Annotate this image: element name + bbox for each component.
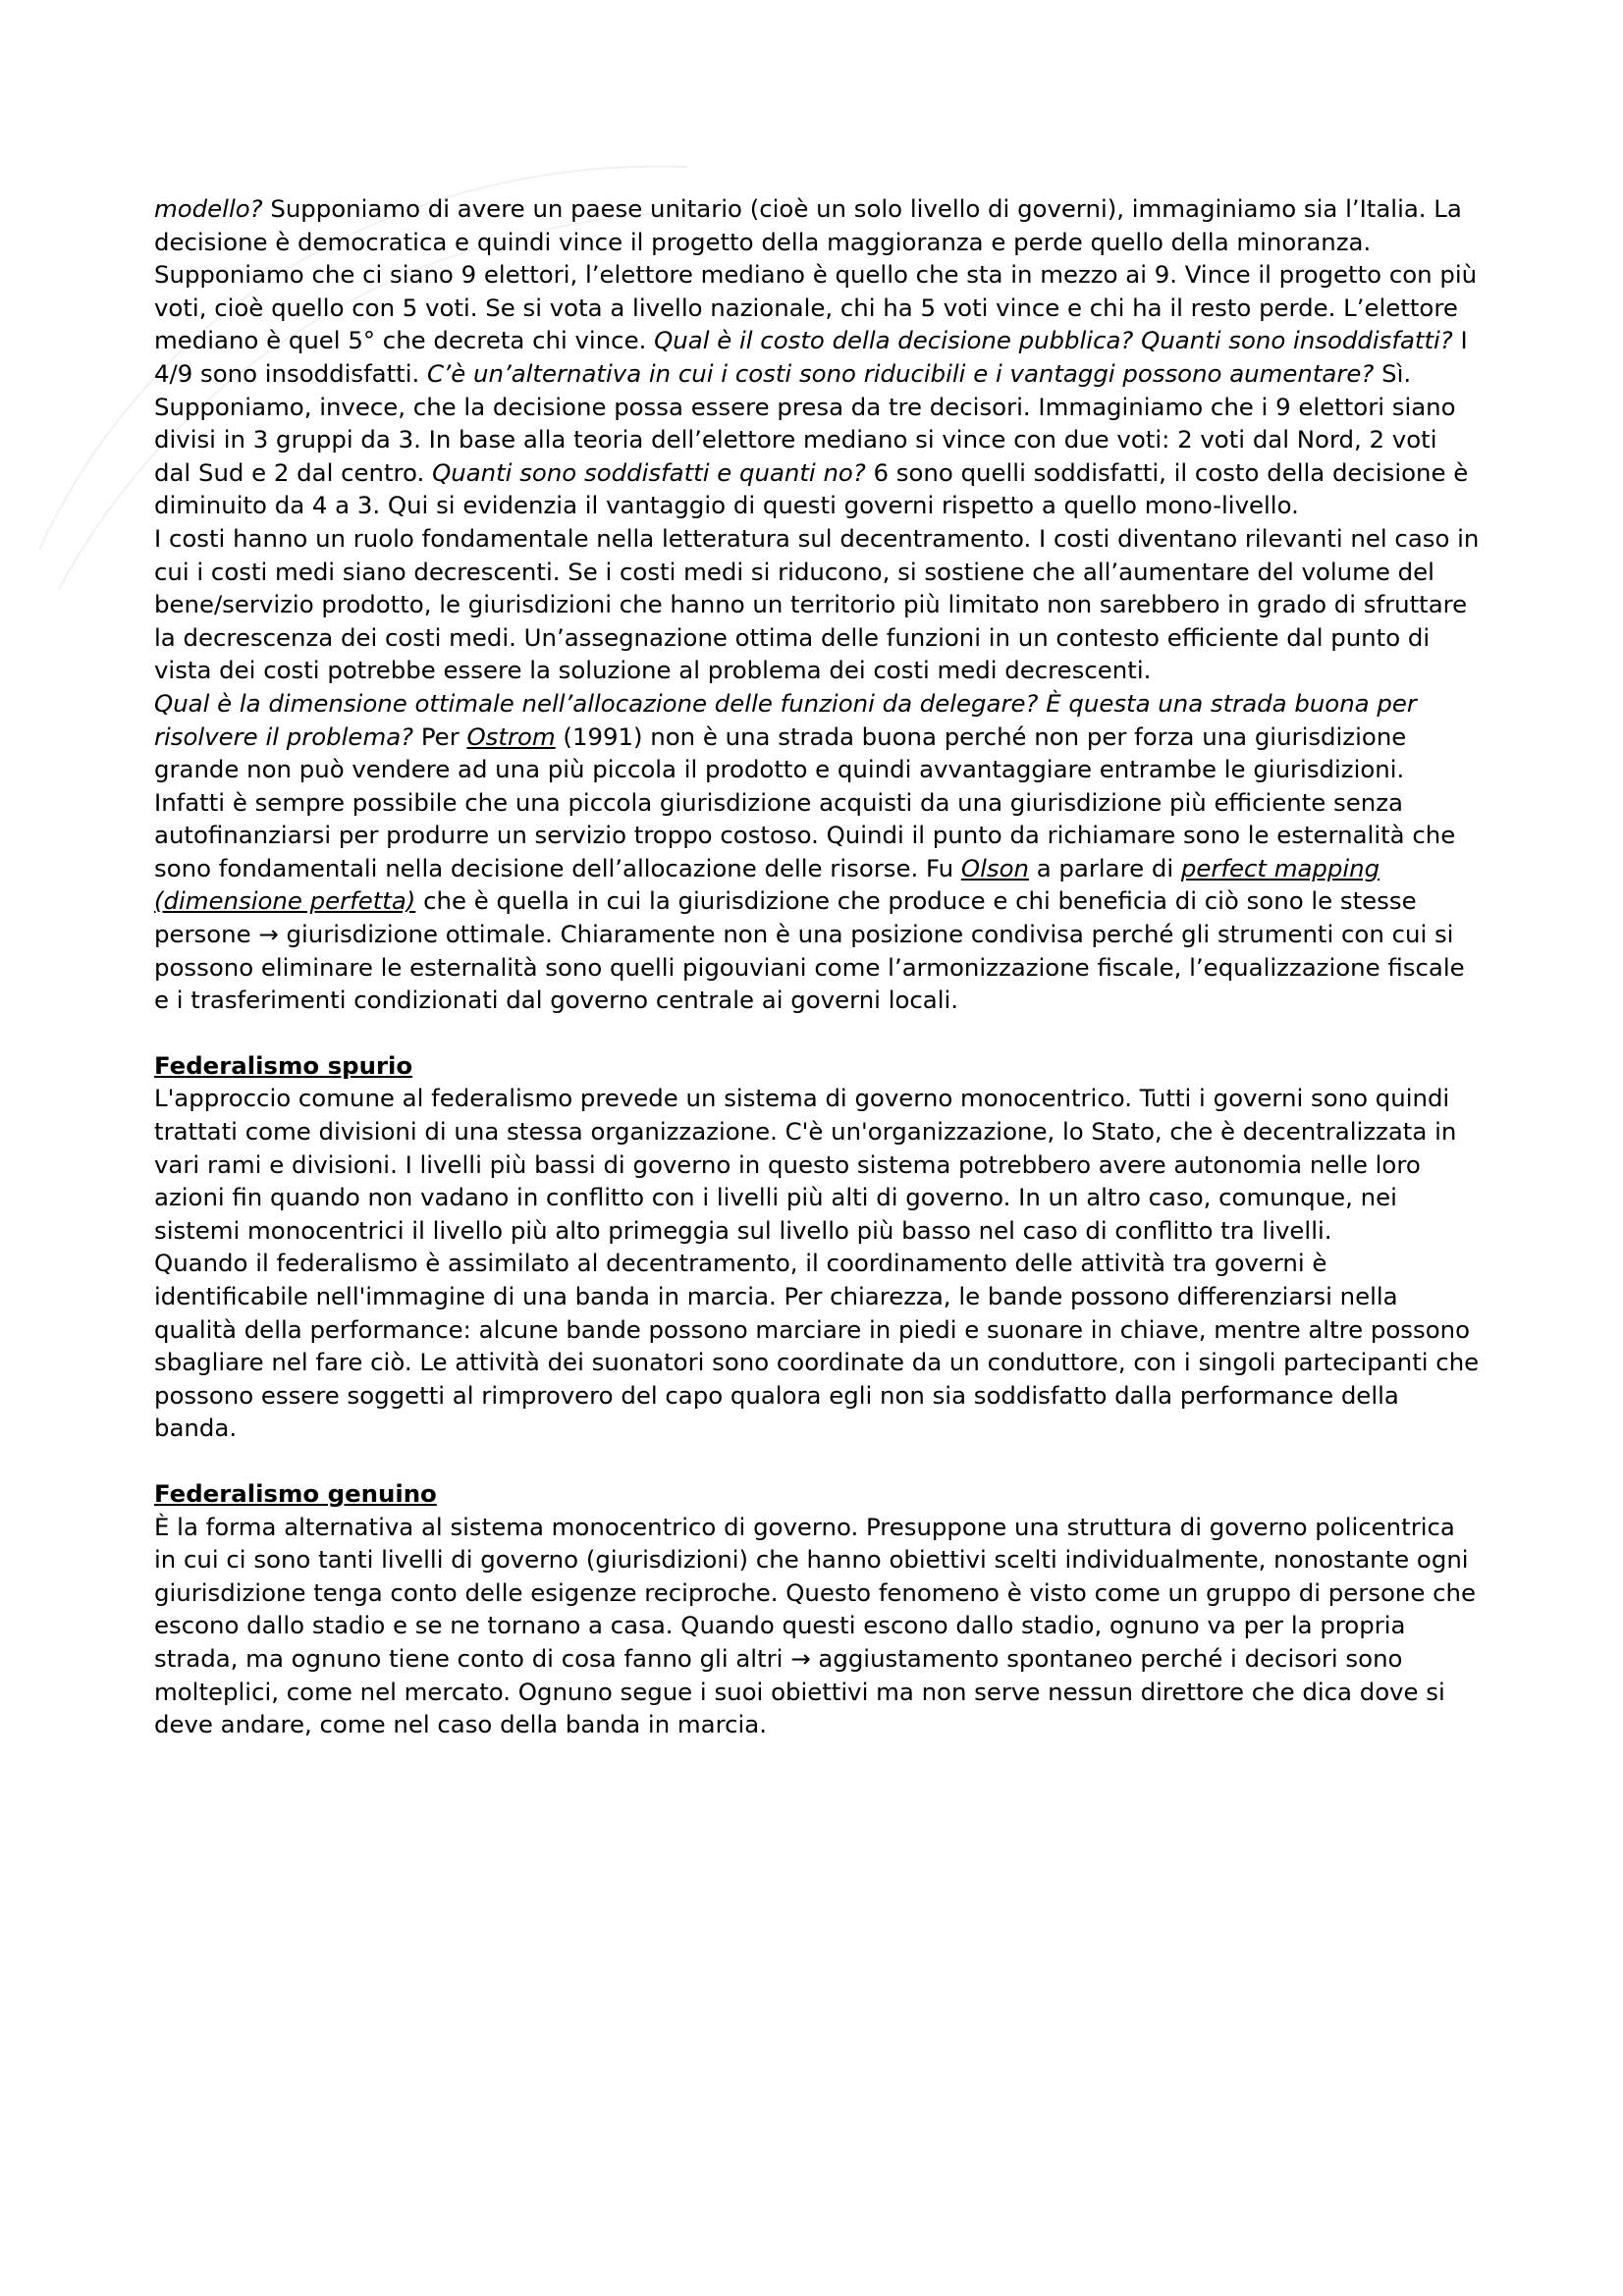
document-page [154,192,1480,1741]
text-run: Supponiamo, invece, che la decisione possa essere presa da tre decisori. Immaginiamo che i 9 elettori siano divisi in 3 gruppi da 3. In base alla teoria dell’elettore mediano si vince con due voti: 2 voti dal Nord, 2 voti dal Sud e 2 dal centro. [154,392,1456,487]
section-heading: Federalismo genuino [154,1478,437,1508]
text-run: Quando il federalismo è assimilato al decentramento, il coordinamento delle attività tra governi è identificabile nell'immagine di una banda in marcia. Per chiarezza, le bande possono differenziarsi nella qualità della performance: alcune bande possono marciare in piedi e suonare in chiave, mentre altre possono sbagliare nel fare ciò. Le attività dei suonatori sono coordinate da un conduttore, con i singoli partecipanti che possono essere soggetti al rimprovero del capo qualora egli non sia soddisfatto dalla performance della banda. [154,1249,1480,1443]
paragraph [154,522,1480,687]
paragraph [154,687,1480,1017]
spacer [154,1017,1480,1049]
paragraph [154,1247,1480,1445]
emphasis-text: perfect mapping (dimensione perfetta) [154,853,1380,916]
text-run: È la forma alternativa al sistema monocentrico di governo. Presuppone una struttura di governo policentrica in cui ci sono tanti livelli di governo (giurisdizioni) che hanno obiettivi scelti individualmente, nonostante ogni giurisdizione tenga conto delle esigenze reciproche. Questo fenomeno è visto come un gruppo di persone che escono dallo stadio e se ne tornano a casa. Quando questi escono dallo stadio, ognuno va per la propria strada, ma ognuno tiene conto di cosa fanno gli altri → aggiustamento spontaneo perché i decisori sono molteplici, come nel mercato. Ognuno segue i suoi obiettivi ma non serve nessun direttore che dica dove si deve andare, come nel caso della banda in marcia. [154,1512,1476,1739]
text-run: a parlare di [1028,853,1181,882]
spacer [154,1445,1480,1477]
text-run: I 4/9 sono insoddisfatti. [154,326,1468,388]
paragraph [154,1082,1480,1247]
text-run: Supponiamo di avere un paese unitario (cioè un solo livello di governi), immaginiamo sia l’Italia. La decisione è democratica e quindi vince il progetto della maggioranza e perde quello della minoranza. Supponiamo che ci siano 9 elettori, l’elettore mediano è quello che sta in mezzo ai 9. Vince il progetto con più voti, cioè quello con 5 voti. Se si vota a livello nazionale, chi ha 5 voti vince e chi ha il resto perde. L’elettore mediano è quel 5° che decreta chi vince. [154,194,1478,355]
text-run: Sì. [1374,358,1412,388]
section-heading: Federalismo spurio [154,1050,413,1080]
emphasis-text: Olson [960,853,1029,882]
paragraph [154,192,1480,391]
text-run: L'approccio comune al federalismo prevede un sistema di governo monocentrico. Tutti i governi sono quindi trattati come divisioni di una stessa organizzazione. C'è un'organizzazione, lo Stato, che è decentralizzata in vari rami e divisioni. I livelli più bassi di governo in questo sistema potrebbero avere autonomia nelle loro azioni fin quando non vadano in conflitto con i livelli più alti di governo. In un altro caso, comunque, nei sistemi monocentrici il livello più alto primeggia sul livello più basso nel caso di conflitto tra livelli. [154,1084,1457,1245]
emphasis-text: modello? [154,194,263,223]
text-run: (1991) non è una strada buona perché non per forza una giurisdizione grande non può vendere ad una più piccola il prodotto e quindi avvantaggiare entrambe le giurisdizioni. Infatti è sempre possibile che una piccola giurisdizione acquisti da una giurisdizione più efficiente senza autofinanziarsi per produrre un servizio troppo costoso. Quindi il punto da richiamare sono le esternalità che sono fondamentali nella decisione dell’allocazione delle risorse. Fu [154,721,1456,882]
text-run: I costi hanno un ruolo fondamentale nella letteratura sul decentramento. I costi diventano rilevanti nel caso in cui i costi medi siano decrescenti. Se i costi medi si riducono, si sostiene che all’aumentare del volume del bene/servizio prodotto, le giurisdizioni che hanno un territorio più limitato non sarebbero in grado di sfruttare la decrescenza dei costi medi. Un’assegnazione ottima delle funzioni in un contesto efficiente dal punto di vista dei costi potrebbe essere la soluzione al problema dei costi medi decrescenti. [154,523,1480,685]
text-run: che è quella in cui la giurisdizione che produce e chi beneficia di ciò sono le stesse persone → giurisdizione ottimale. Chiaramente non è una posizione condivisa perché gli strumenti con cui si possono eliminare le esternalità sono quelli pigouviani come l’armonizzazione fiscale, l’equalizzazione fiscale e i trasferimenti condizionati dal governo centrale ai governi locali. [154,886,1465,1015]
emphasis-text: C’è un’alternativa in cui i costi sono riducibili e i vantaggi possono aumentare? [427,358,1375,388]
paragraph [154,391,1480,522]
text-run: 6 sono quelli soddisfatti, il costo della decisione è diminuito da 4 a 3. Qui si evidenzia il vantaggio di questi governi rispetto a quello mono-livello. [154,457,1469,520]
emphasis-text: Quanti sono soddisfatti e quanti no? [432,457,866,487]
emphasis-text: Qual è la dimensione ottimale nell’allocazione delle funzioni da delegare? È questa una strada buona per risolvere il problema? [154,688,1417,751]
paragraph [154,1511,1480,1741]
text-run: Per [413,721,467,751]
emphasis-text: Qual è il costo della decisione pubblica? Quanti sono insoddisfatti? [654,326,1453,355]
emphasis-text: Ostrom [466,721,556,751]
